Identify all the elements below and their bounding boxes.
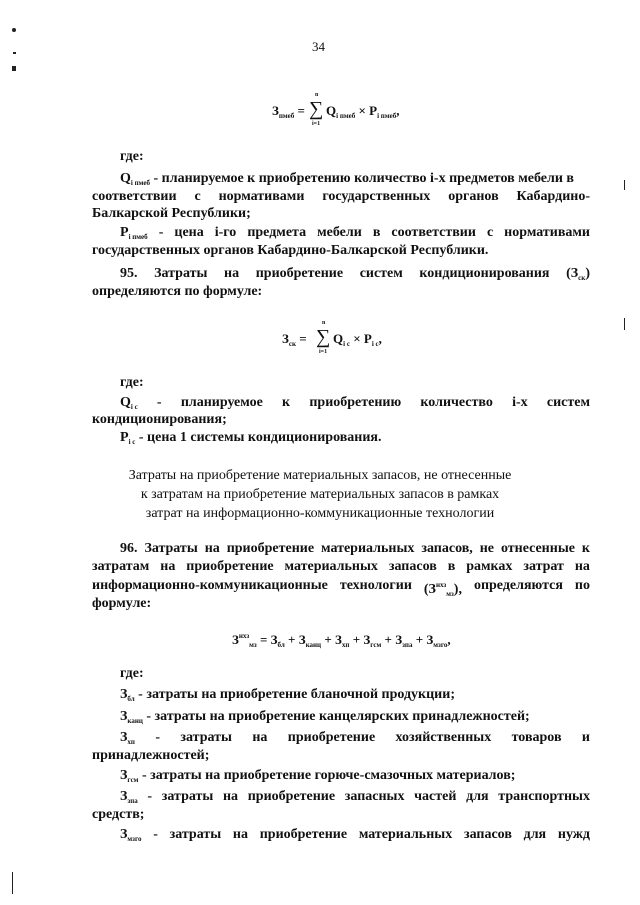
where-label: где: [120,375,144,390]
definition-line: $З_{гсм}$ - затраты на приобретение горюче-смазочных материалов; [120,768,516,784]
paragraph-96: 96. Затраты на приобретение материальных запасов, не отнесенные к [120,541,590,556]
sum-symbol: ∑ [309,98,324,120]
scan-mark [624,180,625,190]
definition-line: $З_{хп}$ - затраты на приобретение хозяйственных товаров и [120,730,590,746]
sum-symbol: ∑ [316,326,331,348]
definition-line: $Q_{i пмеб}$ - планируемое к приобретению количество i-х предметов мебели в [120,171,574,187]
definition-line: $P_{i пмеб}$ - цена i-го предмета мебели в соответствии с нормативами [120,225,590,241]
definition-line: кондиционирования; [92,412,227,427]
definition-line: $З_{канц}$ - затраты на приобретение канцелярских принадлежностей; [120,709,530,725]
paragraph-95: 95. Затраты на приобретение систем кондиционирования $(З_{ск})$ [120,266,590,282]
paragraph-95-line: определяются по формуле: [92,284,263,299]
definition-line: $З_{зпа}$ - затраты на приобретение запасных частей для транспортных [120,789,590,805]
scan-mark [12,28,16,32]
scan-mark [12,66,16,71]
where-label: где: [120,149,144,164]
paragraph-96-line: затратам на приобретение материальных запасов в рамках затрат на [92,559,590,574]
scan-mark [13,52,16,54]
paragraph-96-line: информационно-коммуникационные технологии $(З^{нхз}_{мз})$, определяются по [92,578,590,598]
where-label: где: [120,666,144,681]
definition-line: $Q_{i с}$ - планируемое к приобретению количество i-х систем [120,395,590,411]
scan-mark [12,872,13,894]
paragraph-96-line: формуле: [92,596,152,611]
definition-line: принадлежностей; [92,748,210,763]
definition-line: $З_{мзго}$ - затраты на приобретение материальных запасов для нужд [120,827,590,843]
definition-line: соответствии с нормативами государственных органов Кабардино- [92,189,590,204]
definition-line: $З_{бл}$ - затраты на приобретение бланочной продукции; [120,687,455,703]
formula-materials: $З^{нхз}_{мз} = З_{бл} + З_{канц} + З_{хп} + З_{гсм} + З_{зпа} + З_{мзго}$, [232,632,451,649]
scan-mark [624,318,625,330]
definition-line: $P_{i с}$ - цена 1 системы кондиционирования. [120,430,382,446]
definition-line: государственных органов Кабардино-Балкарской Республики. [92,243,489,258]
definition-line: Балкарской Республики; [92,206,251,221]
definition-line: средств; [92,807,145,822]
page-number: 34 [312,39,325,54]
